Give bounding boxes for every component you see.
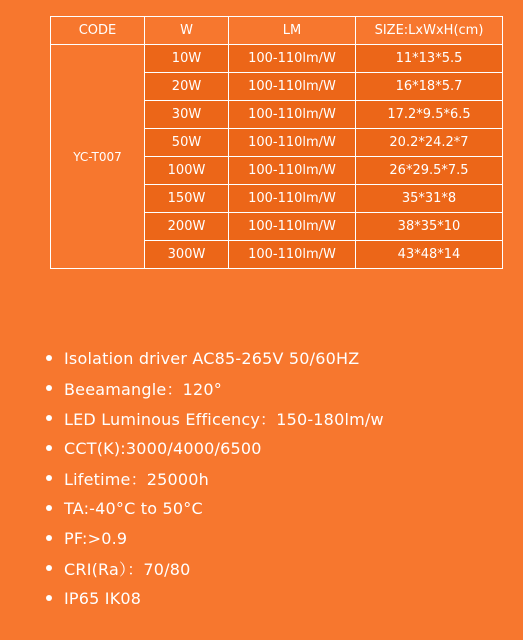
list-item	[46, 523, 384, 553]
cell-wattage: 30W	[145, 101, 229, 129]
spec-table	[50, 16, 503, 269]
cell-size: 17.2*9.5*6.5	[356, 101, 503, 129]
cell-wattage: 100W	[145, 157, 229, 185]
feature-list	[46, 343, 384, 613]
cell-wattage: 20W	[145, 73, 229, 101]
bullet-icon	[46, 355, 52, 361]
cell-size: 16*18*5.7	[356, 73, 503, 101]
cell-lumens: 100-110lm/W	[229, 241, 356, 269]
list-item	[46, 493, 384, 523]
list-item	[46, 373, 384, 403]
list-item	[46, 433, 384, 463]
bullet-icon	[46, 505, 52, 511]
cell-size: 43*48*14	[356, 241, 503, 269]
bullet-icon	[46, 415, 52, 421]
list-item	[46, 463, 384, 493]
bullet-icon	[46, 595, 52, 601]
cell-wattage: 50W	[145, 129, 229, 157]
bullet-icon	[46, 385, 52, 391]
list-item	[46, 583, 384, 613]
cell-wattage: 10W	[145, 45, 229, 73]
cell-wattage: 300W	[145, 241, 229, 269]
feature-text: Beeamangle：120°	[64, 379, 222, 399]
cell-size: 11*13*5.5	[356, 45, 503, 73]
table-header-row	[51, 17, 503, 45]
cell-wattage: 200W	[145, 213, 229, 241]
feature-text: CCT(K):3000/4000/6500	[64, 438, 262, 458]
cell-size: 20.2*24.2*7	[356, 129, 503, 157]
feature-text: Isolation driver AC85-265V 50/60HZ	[64, 348, 360, 368]
model-code: YC-T007	[51, 45, 145, 269]
cell-wattage: 150W	[145, 185, 229, 213]
cell-size: 35*31*8	[356, 185, 503, 213]
bullet-icon	[46, 475, 52, 481]
header-size: SIZE:LxWxH(cm)	[356, 17, 503, 45]
cell-size: 38*35*10	[356, 213, 503, 241]
list-item	[46, 553, 384, 583]
feature-text: PF:>0.9	[64, 528, 128, 548]
feature-text: LED Luminous Efficency：150-180lm/w	[64, 409, 384, 429]
cell-size: 26*29.5*7.5	[356, 157, 503, 185]
list-item	[46, 343, 384, 373]
header-code: CODE	[51, 17, 145, 45]
bullet-icon	[46, 565, 52, 571]
header-w: W	[145, 17, 229, 45]
feature-text: IP65 IK08	[64, 588, 142, 608]
cell-lumens: 100-110lm/W	[229, 129, 356, 157]
bullet-icon	[46, 535, 52, 541]
list-item	[46, 403, 384, 433]
cell-lumens: 100-110lm/W	[229, 45, 356, 73]
feature-text: Lifetime：25000h	[64, 469, 210, 489]
table-row	[51, 45, 503, 73]
header-lm: LM	[229, 17, 356, 45]
bullet-icon	[46, 445, 52, 451]
cell-lumens: 100-110lm/W	[229, 213, 356, 241]
feature-text: CRI(Ra）：70/80	[64, 559, 191, 579]
cell-lumens: 100-110lm/W	[229, 101, 356, 129]
cell-lumens: 100-110lm/W	[229, 185, 356, 213]
feature-text: TA:-40°C to 50°C	[64, 498, 203, 518]
cell-lumens: 100-110lm/W	[229, 73, 356, 101]
cell-lumens: 100-110lm/W	[229, 157, 356, 185]
